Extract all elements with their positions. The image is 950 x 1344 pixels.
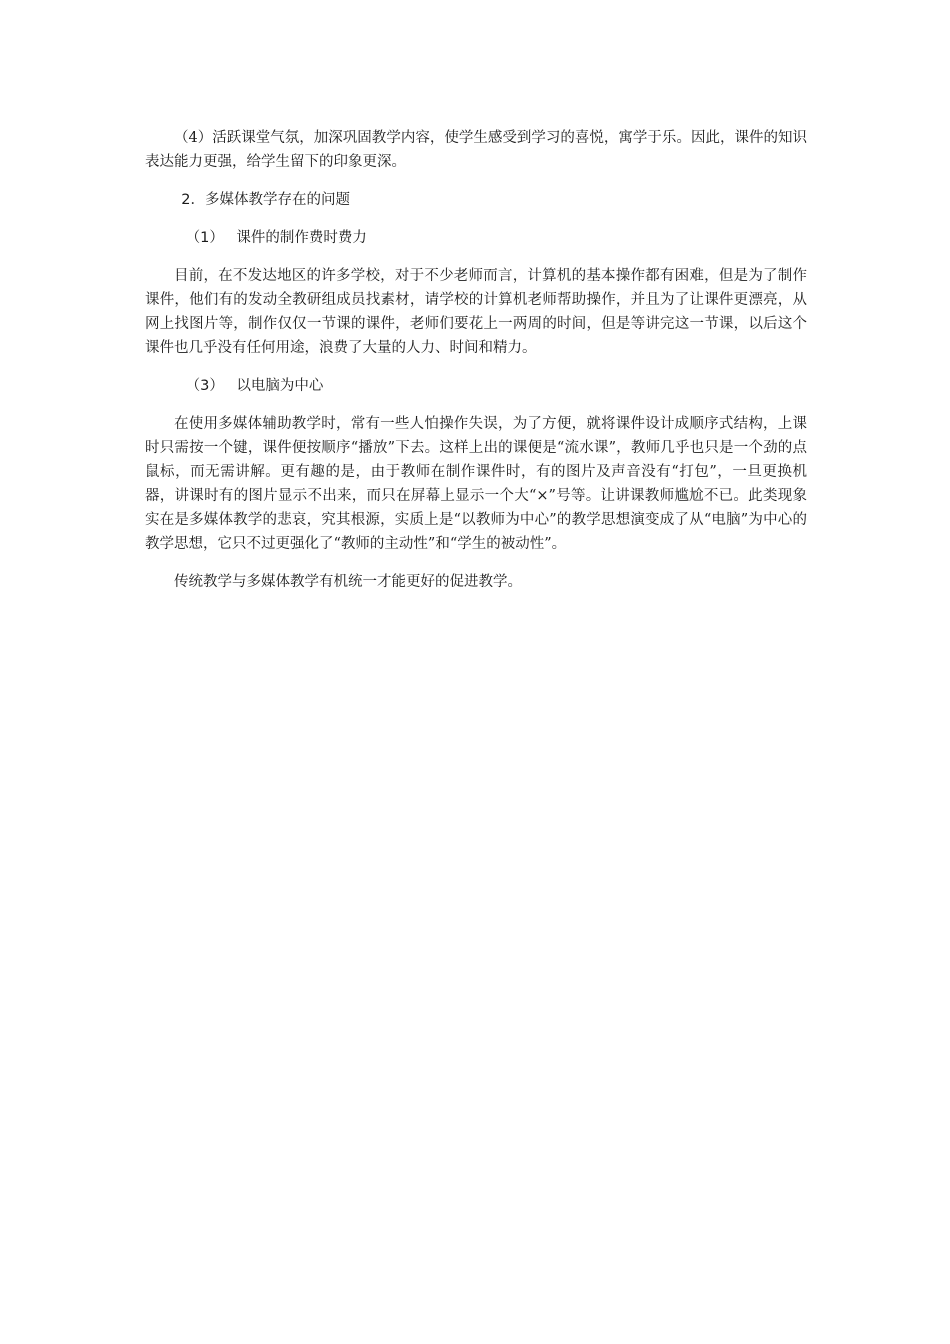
paragraph-computer-centered: 在使用多媒体辅助教学时，常有一些人怕操作失误，为了方便，就将课件设计成顺序式结构，上课时只需按一个键，课件便按顺序“播放”下去。这样上出的课便是“流水课”，教师几乎也只是一个劲的点鼠标，而无需讲解。更有趣的是，由于教师在制作课件时，有的图片及声音没有“打包”，一旦更换机器，讲课时有的图片显示不出来，而只在屏幕上显示一个大“×”号等。让讲课教师尴尬不已。此类现象实在是多媒体教学的悲哀，究其根源，实质上是“以教师为中心”的教学思想演变成了从“电脑”为中心的教学思想，它只不过更强化了“教师的主动性”和“学生的被动性”。	[145, 416, 807, 552]
subheading-3	[145, 374, 807, 398]
subheading-3-text: 以电脑为中心	[236, 378, 324, 394]
paragraph-courseware-effort: 目前，在不发达地区的许多学校，对于不少老师而言，计算机的基本操作都有困难，但是为了制作课件，他们有的发动全教研组成员找素材，请学校的计算机老师帮助操作，并且为了让课件更漂亮，从网上找图片等，制作仅仅一节课的课件，老师们要花上一两周的时间，但是等讲完这一节课，以后这个课件也几乎没有任何用途，浪费了大量的人力、时间和精力。	[145, 268, 807, 356]
paragraph-conclusion: 传统教学与多媒体教学有机统一才能更好的促进教学。	[174, 574, 522, 590]
subheading-1-number: （1）	[185, 230, 224, 246]
document-body	[145, 126, 807, 608]
subheading-1-text: 课件的制作费时费力	[236, 230, 367, 246]
section-heading-2: 2．多媒体教学存在的问题	[181, 192, 350, 208]
subheading-3-number: （3）	[185, 378, 224, 394]
subheading-1	[145, 226, 807, 250]
paragraph-point-4: （4）活跃课堂气氛，加深巩固教学内容，使学生感受到学习的喜悦，寓学于乐。因此，课件的知识表达能力更强，给学生留下的印象更深。	[145, 130, 807, 170]
